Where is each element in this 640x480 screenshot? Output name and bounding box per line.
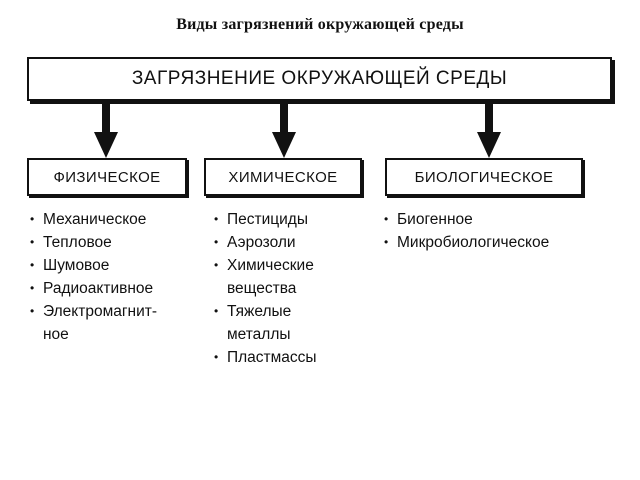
arrow-down-icon: [94, 104, 118, 158]
biological-items-list: [384, 208, 549, 254]
list-item: • Электромагнит- ное: [30, 300, 157, 346]
list-item: • Химические вещества: [214, 254, 317, 300]
category-box-chemical: [204, 158, 362, 196]
list-item: • Аэрозоли: [214, 231, 317, 254]
chemical-items-list: [214, 208, 317, 369]
physical-items-list: [30, 208, 157, 346]
list-item: • Тяжелые металлы: [214, 300, 317, 346]
list-item: • Радиоактивное: [30, 277, 157, 300]
main-category-box: [27, 57, 612, 101]
list-item: • Пестициды: [214, 208, 317, 231]
category-label-chemical: ХИМИЧЕСКОЕ: [228, 168, 338, 186]
list-item: • Тепловое: [30, 231, 157, 254]
list-item: • Микробиологическое: [384, 231, 549, 254]
diagram-title: Виды загрязнений окружающей среды: [176, 16, 464, 33]
list-item: • Механическое: [30, 208, 157, 231]
list-item: • Шумовое: [30, 254, 157, 277]
category-box-physical: [27, 158, 187, 196]
main-category-label: ЗАГРЯЗНЕНИЕ ОКРУЖАЮЩЕЙ СРЕДЫ: [131, 68, 508, 89]
list-item: • Пластмассы: [214, 346, 317, 369]
category-label-biological: БИОЛОГИЧЕСКОЕ: [414, 168, 554, 186]
category-box-biological: [385, 158, 583, 196]
arrow-down-icon: [477, 104, 501, 158]
category-label-physical: ФИЗИЧЕСКОЕ: [53, 168, 161, 186]
arrow-down-icon: [272, 104, 296, 158]
list-item: • Биогенное: [384, 208, 549, 231]
